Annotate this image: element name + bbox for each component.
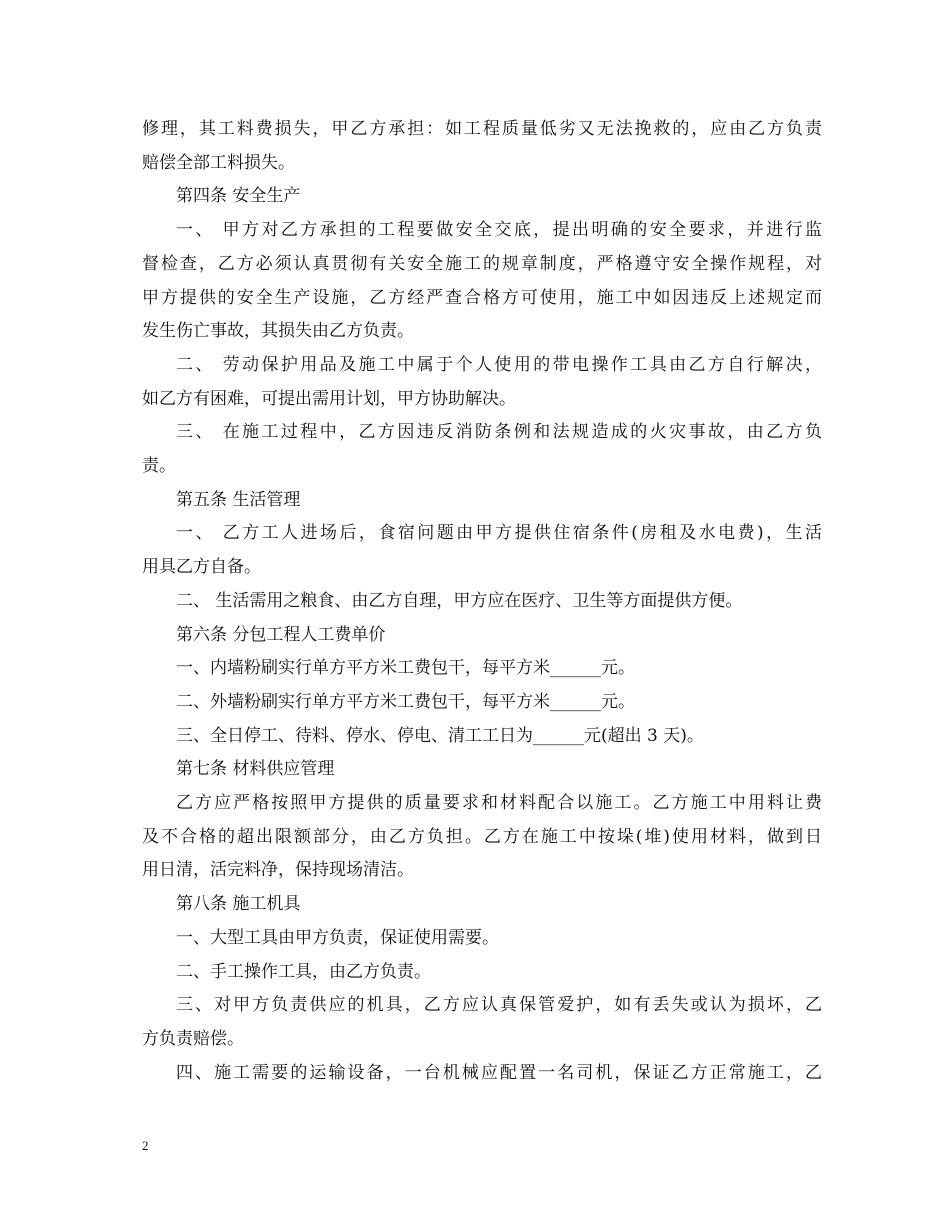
text-line: 督检查，乙方必须认真贯彻有关安全施工的规章制度，严格遵守安全操作规程，对 bbox=[142, 253, 822, 274]
text-line: 二、外墙粉刷实行单方平方米工费包干，每平方米______元。 bbox=[176, 691, 635, 712]
text-line: 一、 乙方工人进场后，食宿问题由甲方提供住宿条件(房租及水电费)，生活 bbox=[176, 523, 822, 544]
text-line: 用具乙方自备。 bbox=[142, 557, 261, 578]
text-line: 及不合格的超出限额部分，由乙方负担。乙方在施工中按垛(堆)使用材料，做到日 bbox=[142, 826, 822, 847]
text-line: 第五条 生活管理 bbox=[176, 489, 301, 510]
text-line: 一、内墙粉刷实行单方平方米工费包干，每平方米______元。 bbox=[176, 658, 635, 679]
text-line: 赔偿全部工料损失。 bbox=[142, 152, 295, 173]
text-line: 方负责赔偿。 bbox=[142, 1028, 244, 1049]
text-line: 发生伤亡事故，其损失由乙方负责。 bbox=[142, 321, 414, 342]
text-line: 三、全日停工、待料、停水、停电、清工工日为______元(超出 3 天)。 bbox=[176, 725, 704, 746]
text-line: 二、 生活需用之粮食、由乙方自理，甲方应在医疗、卫生等方面提供方便。 bbox=[176, 590, 743, 611]
text-line: 一、大型工具由甲方负责，保证使用需要。 bbox=[176, 927, 499, 948]
text-line: 一、 甲方对乙方承担的工程要做安全交底，提出明确的安全要求，并进行监 bbox=[176, 220, 822, 241]
text-line: 甲方提供的安全生产设施，乙方经严查合格方可使用，施工中如因违反上述规定而 bbox=[142, 287, 822, 308]
text-line: 四、施工需要的运输设备，一台机械应配置一名司机，保证乙方正常施工，乙 bbox=[176, 1062, 822, 1083]
text-line: 第六条 分包工程人工费单价 bbox=[176, 624, 386, 645]
text-line: 三、 在施工过程中，乙方因违反消防条例和法规造成的火灾事故，由乙方负 bbox=[176, 422, 822, 443]
text-line: 三、对甲方负责供应的机具，乙方应认真保管爱护，如有丢失或认为损坏，乙 bbox=[176, 995, 822, 1016]
text-line: 修理，其工料费损失，甲乙方承担：如工程质量低劣又无法挽救的，应由乙方负责 bbox=[142, 119, 822, 139]
text-line: 用日清，活完料净，保持现场清洁。 bbox=[142, 860, 414, 881]
text-line: 第四条 安全生产 bbox=[176, 186, 301, 207]
text-line: 如乙方有困难，可提出需用计划，甲方协助解决。 bbox=[142, 388, 516, 409]
page-number: 2 bbox=[142, 1138, 149, 1153]
text-line: 二、 劳动保护用品及施工中属于个人使用的带电操作工具由乙方自行解决， bbox=[176, 354, 822, 375]
text-line: 乙方应严格按照甲方提供的质量要求和材料配合以施工。乙方施工中用料让费 bbox=[176, 793, 822, 813]
text-line: 责。 bbox=[142, 456, 176, 476]
text-line: 第七条 材料供应管理 bbox=[176, 759, 335, 780]
text-line: 第八条 施工机具 bbox=[176, 894, 301, 915]
text-line: 二、手工操作工具，由乙方负责。 bbox=[176, 961, 431, 982]
